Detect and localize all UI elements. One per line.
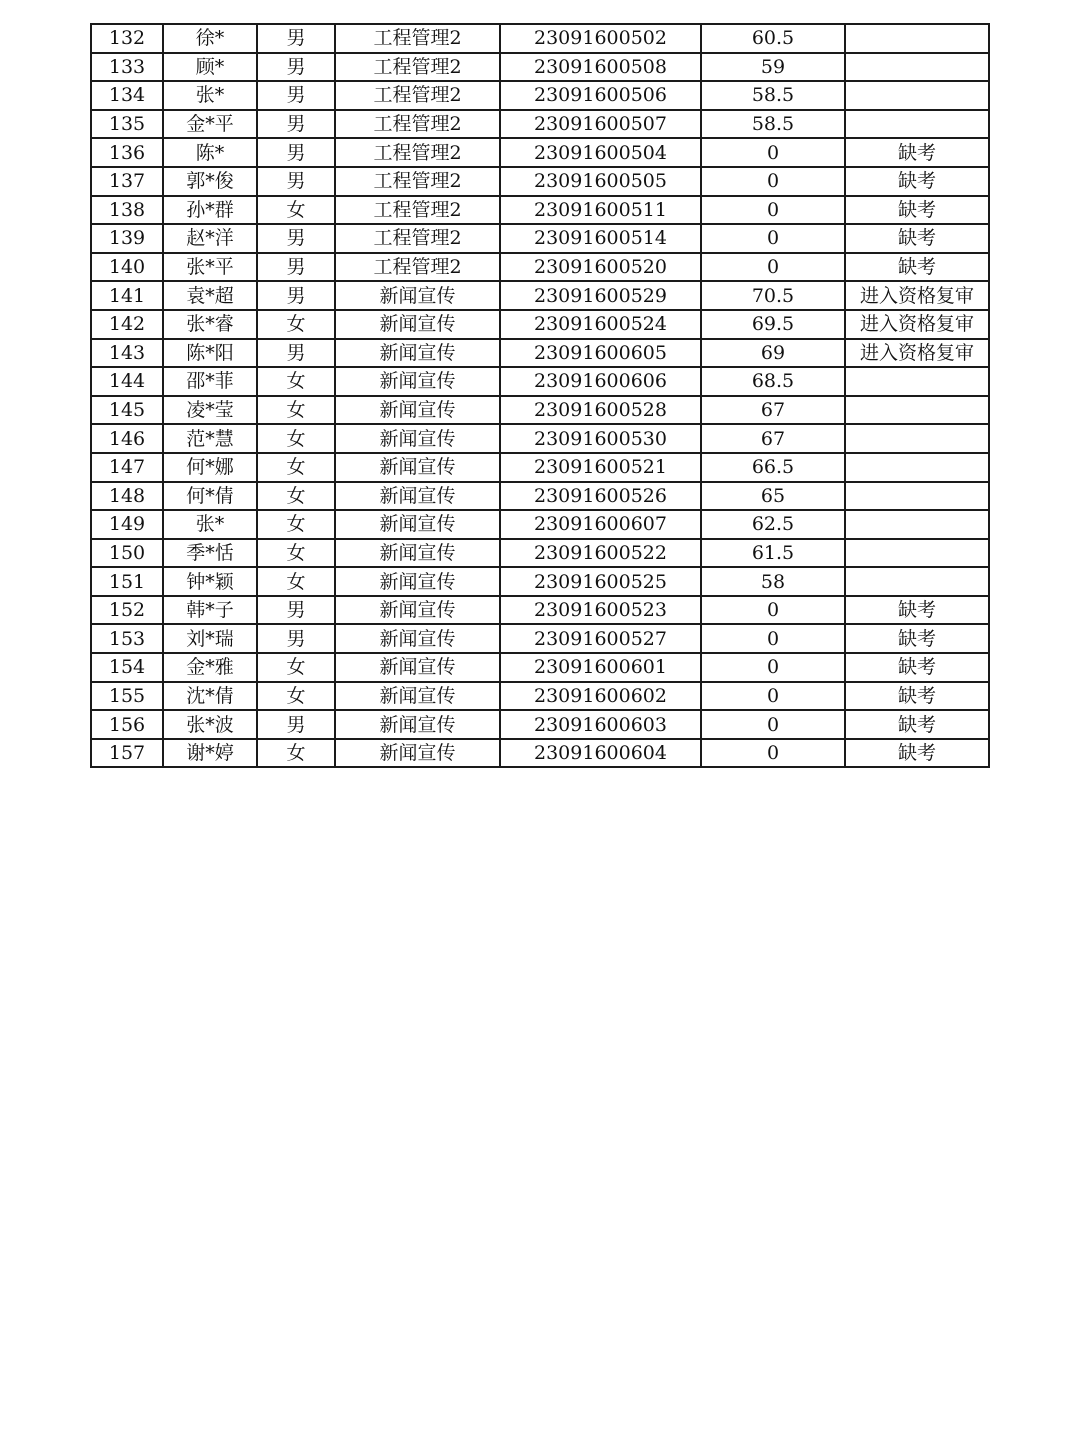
- cell-gender: 男: [257, 167, 335, 196]
- table-row: [91, 167, 989, 196]
- cell-name: 季*恬: [163, 539, 257, 568]
- cell-name: 陈*阳: [163, 339, 257, 368]
- cell-score: 61.5: [701, 539, 845, 568]
- cell-name: 袁*超: [163, 281, 257, 310]
- cell-name: 张*: [163, 510, 257, 539]
- cell-number: 142: [91, 310, 163, 339]
- cell-ticket-number: 23091600506: [500, 81, 701, 110]
- cell-position: 工程管理2: [335, 138, 500, 167]
- cell-score: 0: [701, 624, 845, 653]
- cell-name: 范*慧: [163, 424, 257, 453]
- cell-remark: 缺考: [845, 710, 989, 739]
- cell-position: 新闻宣传: [335, 396, 500, 425]
- cell-position: 新闻宣传: [335, 739, 500, 768]
- table-row: [91, 653, 989, 682]
- cell-number: 150: [91, 539, 163, 568]
- cell-name: 孙*群: [163, 196, 257, 225]
- cell-gender: 女: [257, 196, 335, 225]
- cell-ticket-number: 23091600524: [500, 310, 701, 339]
- cell-remark: 缺考: [845, 253, 989, 282]
- cell-remark: 进入资格复审: [845, 281, 989, 310]
- cell-remark: [845, 453, 989, 482]
- cell-remark: [845, 424, 989, 453]
- cell-remark: 缺考: [845, 653, 989, 682]
- cell-name: 顾*: [163, 53, 257, 82]
- cell-name: 钟*颖: [163, 567, 257, 596]
- cell-number: 139: [91, 224, 163, 253]
- cell-score: 0: [701, 224, 845, 253]
- cell-ticket-number: 23091600607: [500, 510, 701, 539]
- cell-remark: [845, 539, 989, 568]
- cell-score: 68.5: [701, 367, 845, 396]
- cell-position: 新闻宣传: [335, 281, 500, 310]
- cell-gender: 男: [257, 138, 335, 167]
- cell-position: 工程管理2: [335, 167, 500, 196]
- cell-score: 0: [701, 710, 845, 739]
- cell-name: 何*倩: [163, 482, 257, 511]
- cell-number: 153: [91, 624, 163, 653]
- cell-ticket-number: 23091600508: [500, 53, 701, 82]
- cell-number: 148: [91, 482, 163, 511]
- cell-score: 0: [701, 596, 845, 625]
- cell-remark: 缺考: [845, 596, 989, 625]
- cell-gender: 男: [257, 110, 335, 139]
- table-row: [91, 138, 989, 167]
- cell-number: 144: [91, 367, 163, 396]
- cell-score: 0: [701, 682, 845, 711]
- cell-number: 134: [91, 81, 163, 110]
- cell-position: 新闻宣传: [335, 539, 500, 568]
- cell-ticket-number: 23091600523: [500, 596, 701, 625]
- results-table-body: [91, 24, 989, 767]
- cell-score: 60.5: [701, 24, 845, 53]
- cell-gender: 女: [257, 453, 335, 482]
- cell-remark: [845, 367, 989, 396]
- cell-gender: 男: [257, 53, 335, 82]
- cell-name: 刘*瑞: [163, 624, 257, 653]
- cell-name: 谢*婷: [163, 739, 257, 768]
- table-row: [91, 710, 989, 739]
- cell-remark: 缺考: [845, 224, 989, 253]
- cell-ticket-number: 23091600522: [500, 539, 701, 568]
- cell-name: 郭*俊: [163, 167, 257, 196]
- cell-gender: 男: [257, 24, 335, 53]
- cell-position: 新闻宣传: [335, 653, 500, 682]
- cell-remark: [845, 510, 989, 539]
- cell-name: 金*雅: [163, 653, 257, 682]
- cell-ticket-number: 23091600528: [500, 396, 701, 425]
- cell-number: 151: [91, 567, 163, 596]
- cell-number: 149: [91, 510, 163, 539]
- cell-gender: 男: [257, 624, 335, 653]
- table-row: [91, 424, 989, 453]
- cell-number: 137: [91, 167, 163, 196]
- cell-score: 65: [701, 482, 845, 511]
- cell-number: 143: [91, 339, 163, 368]
- cell-remark: [845, 81, 989, 110]
- cell-position: 工程管理2: [335, 24, 500, 53]
- cell-number: 154: [91, 653, 163, 682]
- cell-ticket-number: 23091600606: [500, 367, 701, 396]
- cell-ticket-number: 23091600603: [500, 710, 701, 739]
- cell-remark: 缺考: [845, 739, 989, 768]
- cell-number: 136: [91, 138, 163, 167]
- cell-score: 0: [701, 196, 845, 225]
- cell-number: 146: [91, 424, 163, 453]
- cell-number: 133: [91, 53, 163, 82]
- results-table: [90, 23, 990, 768]
- table-row: [91, 24, 989, 53]
- cell-number: 141: [91, 281, 163, 310]
- cell-ticket-number: 23091600527: [500, 624, 701, 653]
- cell-gender: 女: [257, 510, 335, 539]
- cell-ticket-number: 23091600507: [500, 110, 701, 139]
- cell-ticket-number: 23091600514: [500, 224, 701, 253]
- table-row: [91, 367, 989, 396]
- cell-ticket-number: 23091600525: [500, 567, 701, 596]
- cell-score: 0: [701, 167, 845, 196]
- cell-gender: 女: [257, 396, 335, 425]
- cell-position: 新闻宣传: [335, 339, 500, 368]
- table-row: [91, 81, 989, 110]
- cell-remark: [845, 567, 989, 596]
- cell-remark: [845, 482, 989, 511]
- cell-remark: 缺考: [845, 682, 989, 711]
- table-row: [91, 739, 989, 768]
- cell-position: 新闻宣传: [335, 424, 500, 453]
- cell-remark: 缺考: [845, 138, 989, 167]
- cell-number: 155: [91, 682, 163, 711]
- table-row: [91, 453, 989, 482]
- table-row: [91, 310, 989, 339]
- cell-ticket-number: 23091600605: [500, 339, 701, 368]
- cell-score: 66.5: [701, 453, 845, 482]
- cell-ticket-number: 23091600520: [500, 253, 701, 282]
- cell-name: 凌*莹: [163, 396, 257, 425]
- cell-name: 张*: [163, 81, 257, 110]
- cell-name: 沈*倩: [163, 682, 257, 711]
- cell-remark: 缺考: [845, 167, 989, 196]
- cell-number: 147: [91, 453, 163, 482]
- cell-gender: 女: [257, 567, 335, 596]
- table-row: [91, 482, 989, 511]
- cell-ticket-number: 23091600602: [500, 682, 701, 711]
- cell-gender: 女: [257, 653, 335, 682]
- cell-score: 0: [701, 653, 845, 682]
- cell-name: 张*波: [163, 710, 257, 739]
- cell-name: 张*平: [163, 253, 257, 282]
- cell-position: 新闻宣传: [335, 596, 500, 625]
- cell-number: 132: [91, 24, 163, 53]
- cell-position: 工程管理2: [335, 110, 500, 139]
- cell-name: 赵*洋: [163, 224, 257, 253]
- cell-number: 157: [91, 739, 163, 768]
- table-row: [91, 110, 989, 139]
- cell-number: 138: [91, 196, 163, 225]
- cell-remark: [845, 53, 989, 82]
- cell-gender: 女: [257, 424, 335, 453]
- cell-ticket-number: 23091600511: [500, 196, 701, 225]
- cell-number: 140: [91, 253, 163, 282]
- cell-score: 0: [701, 138, 845, 167]
- cell-number: 152: [91, 596, 163, 625]
- table-row: [91, 510, 989, 539]
- cell-gender: 女: [257, 367, 335, 396]
- cell-position: 新闻宣传: [335, 453, 500, 482]
- cell-position: 工程管理2: [335, 253, 500, 282]
- cell-score: 58.5: [701, 81, 845, 110]
- cell-name: 徐*: [163, 24, 257, 53]
- cell-number: 135: [91, 110, 163, 139]
- cell-name: 邵*菲: [163, 367, 257, 396]
- cell-score: 0: [701, 739, 845, 768]
- cell-name: 何*娜: [163, 453, 257, 482]
- cell-remark: 进入资格复审: [845, 339, 989, 368]
- cell-score: 58: [701, 567, 845, 596]
- cell-position: 新闻宣传: [335, 367, 500, 396]
- cell-score: 67: [701, 396, 845, 425]
- table-row: [91, 624, 989, 653]
- cell-name: 陈*: [163, 138, 257, 167]
- table-row: [91, 339, 989, 368]
- cell-gender: 女: [257, 482, 335, 511]
- table-row: [91, 281, 989, 310]
- table-row: [91, 596, 989, 625]
- cell-position: 新闻宣传: [335, 567, 500, 596]
- cell-position: 工程管理2: [335, 224, 500, 253]
- cell-ticket-number: 23091600530: [500, 424, 701, 453]
- cell-ticket-number: 23091600505: [500, 167, 701, 196]
- table-row: [91, 224, 989, 253]
- cell-ticket-number: 23091600604: [500, 739, 701, 768]
- table-row: [91, 196, 989, 225]
- cell-ticket-number: 23091600521: [500, 453, 701, 482]
- cell-number: 145: [91, 396, 163, 425]
- cell-position: 工程管理2: [335, 53, 500, 82]
- cell-gender: 男: [257, 710, 335, 739]
- table-row: [91, 53, 989, 82]
- cell-ticket-number: 23091600529: [500, 281, 701, 310]
- cell-gender: 女: [257, 682, 335, 711]
- cell-score: 59: [701, 53, 845, 82]
- cell-gender: 男: [257, 81, 335, 110]
- cell-gender: 男: [257, 253, 335, 282]
- cell-number: 156: [91, 710, 163, 739]
- cell-gender: 女: [257, 739, 335, 768]
- cell-position: 新闻宣传: [335, 710, 500, 739]
- cell-remark: 缺考: [845, 624, 989, 653]
- cell-gender: 男: [257, 224, 335, 253]
- table-row: [91, 682, 989, 711]
- cell-gender: 男: [257, 281, 335, 310]
- cell-score: 62.5: [701, 510, 845, 539]
- cell-position: 新闻宣传: [335, 310, 500, 339]
- cell-name: 张*睿: [163, 310, 257, 339]
- cell-gender: 男: [257, 339, 335, 368]
- cell-score: 70.5: [701, 281, 845, 310]
- cell-position: 新闻宣传: [335, 682, 500, 711]
- cell-name: 金*平: [163, 110, 257, 139]
- table-row: [91, 539, 989, 568]
- cell-position: 新闻宣传: [335, 510, 500, 539]
- cell-gender: 女: [257, 310, 335, 339]
- table-row: [91, 396, 989, 425]
- cell-score: 69.5: [701, 310, 845, 339]
- cell-ticket-number: 23091600526: [500, 482, 701, 511]
- cell-position: 工程管理2: [335, 196, 500, 225]
- cell-score: 58.5: [701, 110, 845, 139]
- cell-name: 韩*子: [163, 596, 257, 625]
- cell-position: 工程管理2: [335, 81, 500, 110]
- cell-score: 67: [701, 424, 845, 453]
- cell-remark: 进入资格复审: [845, 310, 989, 339]
- cell-score: 0: [701, 253, 845, 282]
- cell-ticket-number: 23091600601: [500, 653, 701, 682]
- cell-remark: [845, 24, 989, 53]
- cell-score: 69: [701, 339, 845, 368]
- cell-remark: [845, 396, 989, 425]
- table-row: [91, 253, 989, 282]
- table-row: [91, 567, 989, 596]
- cell-remark: [845, 110, 989, 139]
- cell-remark: 缺考: [845, 196, 989, 225]
- cell-ticket-number: 23091600504: [500, 138, 701, 167]
- cell-gender: 男: [257, 596, 335, 625]
- cell-gender: 女: [257, 539, 335, 568]
- cell-ticket-number: 23091600502: [500, 24, 701, 53]
- cell-position: 新闻宣传: [335, 624, 500, 653]
- cell-position: 新闻宣传: [335, 482, 500, 511]
